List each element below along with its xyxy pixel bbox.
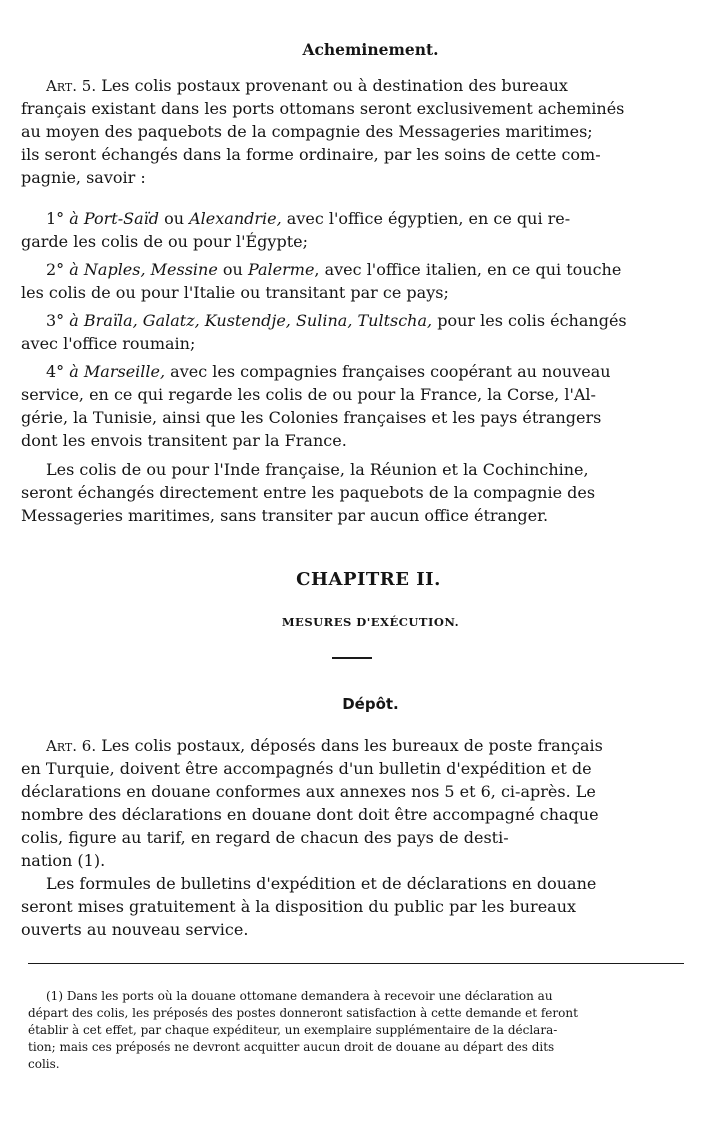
art5-line-5: pagnie, savoir : [21, 168, 146, 187]
item1-conj: ou [164, 209, 185, 228]
para2-line-2: seront mises gratuitement à la disposition du public par les bureaux [21, 897, 577, 916]
item1-line-2: garde les colis de ou pour l'Égypte; [21, 232, 308, 251]
art6-label: Art. 6. [46, 737, 97, 755]
art5-line-1 [46, 75, 686, 97]
para-end-line-1: Les colis de ou pour l'Inde française, la Réunion et la Cochinchine, [46, 460, 589, 479]
art6-line-5: colis, figure au tarif, en regard de chacun des pays de desti- [21, 828, 509, 847]
item3-line-1 [46, 310, 627, 332]
art6-line-6: nation (1). [21, 851, 106, 870]
item4-line-3: gérie, la Tunisie, ainsi que les Colonies françaises et les pays étrangers [21, 408, 602, 427]
chapter-title: CHAPITRE II. [296, 569, 441, 590]
art5-line-2: français existant dans les ports ottomans seront exclusivement acheminés [21, 99, 625, 118]
item1-place2: Alexandrie, [189, 209, 282, 228]
art6-line-3: déclarations en douane conformes aux annexes nos 5 et 6, ci-après. Le [21, 782, 596, 801]
art6-line-4: nombre des déclarations en douane dont doit être accompagné chaque [21, 805, 599, 824]
item4-line-4: dont les envois transitent par la France. [21, 431, 347, 450]
item1-place1: à Port-Saïd [69, 209, 159, 228]
art6-text-1: Les colis postaux, déposés dans les bureaux de poste français [101, 736, 603, 755]
para-end-line-2: seront échangés directement entre les paquebots de la compagnie des [21, 483, 596, 502]
item4-line-2: service, en ce qui regarde les colis de ou pour la France, la Corse, l'Al- [21, 385, 596, 404]
item4-place: à Marseille, [69, 362, 166, 381]
art5-label: Art. 5. [46, 77, 97, 95]
item2-line-2: les colis de ou pour l'Italie ou transitant par ce pays; [21, 283, 449, 302]
item2-rest: , avec l'office italien, en ce qui touche [314, 260, 622, 279]
item1-line-1 [46, 208, 570, 230]
art6-line-1 [46, 735, 603, 757]
art5-text-1: Les colis postaux provenant ou à destination des bureaux [101, 76, 568, 95]
item3-num: 3° [46, 311, 65, 330]
chapter-subtitle: MESURES D'EXÉCUTION. [281, 615, 460, 629]
footnote-separator [28, 963, 684, 964]
section-heading-acheminement: Acheminement. [302, 40, 439, 59]
item1-rest: avec l'office égyptien, en ce qui re- [286, 209, 571, 228]
item4-num: 4° [46, 362, 65, 381]
item2-num: 2° [46, 260, 65, 279]
item3-rest: pour les colis échangés [437, 311, 627, 330]
footnote-line-4: tion; mais ces préposés ne devront acquitter aucun droit de douane au départ des dits [28, 1040, 555, 1054]
art6-line-2: en Turquie, doivent être accompagnés d'un bulletin d'expédition et de [21, 759, 592, 778]
item4-rest: avec les compagnies françaises coopérant au nouveau [170, 362, 611, 381]
item4-line-1 [46, 361, 611, 383]
item3-places: à Braïla, Galatz, Kustendje, Sulina, Tultscha, [69, 311, 433, 330]
footnote-line-5: colis. [28, 1057, 60, 1071]
art5-line-4: ils seront échangés dans la forme ordinaire, par les soins de cette com- [21, 145, 601, 164]
item2-line-1 [46, 259, 621, 281]
footnote-line-2: départ des colis, les préposés des postes donneront satisfaction à cette demande et feront [28, 1006, 578, 1020]
item2-place2: Palerme [247, 260, 315, 279]
footnote-line-3: établir à cet effet, par chaque expéditeur, un exemplaire supplémentaire de la déclara- [28, 1023, 558, 1037]
item2-place1: à Naples, Messine [69, 260, 218, 279]
chapter-divider [332, 657, 372, 659]
item3-line-2: avec l'office roumain; [21, 334, 196, 353]
footnote-line-1: (1) Dans les ports où la douane ottomane demandera à recevoir une déclaration au [46, 989, 553, 1003]
para2-line-1: Les formules de bulletins d'expédition et de déclarations en douane [46, 874, 597, 893]
art5-line-3: au moyen des paquebots de la compagnie des Messageries maritimes; [21, 122, 593, 141]
para-end-line-3: Messageries maritimes, sans transiter par aucun office étranger. [21, 506, 549, 525]
item1-num: 1° [46, 209, 65, 228]
para2-line-3: ouverts au nouveau service. [21, 920, 249, 939]
item2-conj: ou [222, 260, 243, 279]
section-heading-depot: Dépôt. [342, 695, 399, 713]
